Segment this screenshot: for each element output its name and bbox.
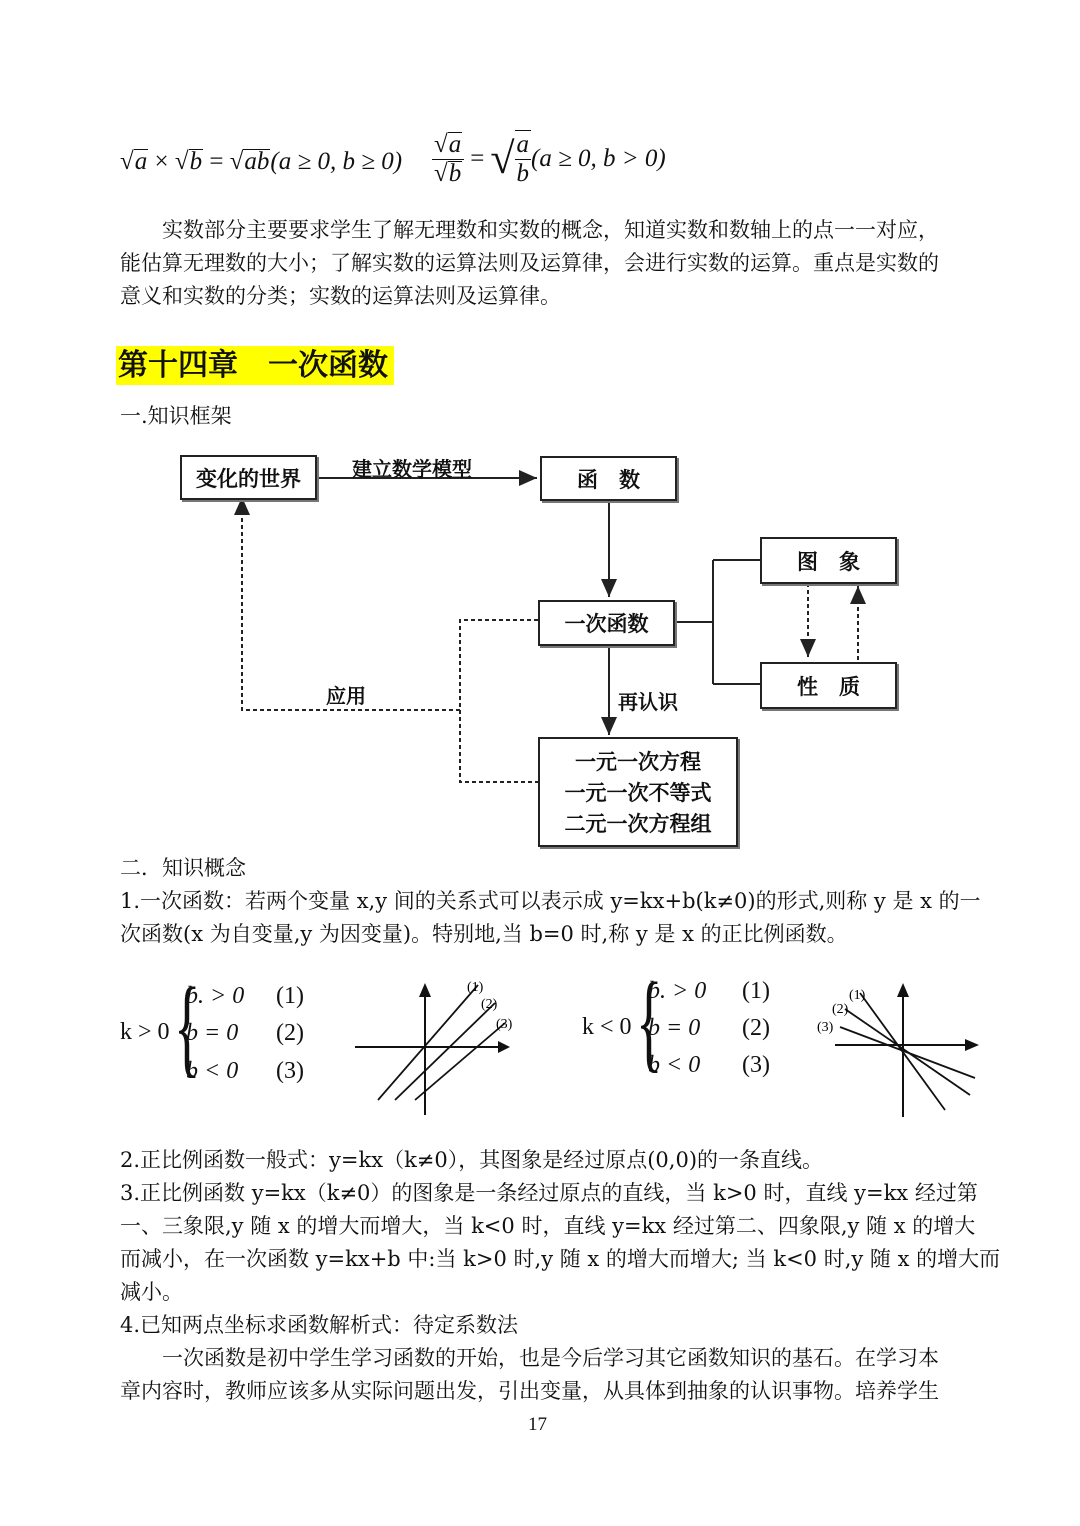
concept3-line-2: 一、三象限,y 随 x 的增大而增大，当 k<0 时，直线 y=kx 经过第二、四象限,y 随 x 的增大 bbox=[120, 1214, 976, 1238]
case-num-3: (3) bbox=[276, 1058, 304, 1084]
case-b-negative-2: b < 0 bbox=[648, 1052, 701, 1078]
concepts-block bbox=[120, 852, 981, 951]
equals-sign: = bbox=[209, 148, 224, 175]
case-num-1-2: (1) bbox=[742, 978, 770, 1004]
concept4: 4.已知两点坐标求函数解析式：待定系数法 bbox=[120, 1313, 519, 1337]
formula-condition: (a ≥ 0, b ≥ 0) bbox=[270, 148, 403, 175]
box-property: 性 质 bbox=[760, 662, 897, 709]
k-positive-label: k > 0 bbox=[120, 1019, 170, 1045]
intro-line-2: 能估算无理数的大小；了解实数的运算法则及运算律，会进行实数的运算。重点是实数的 bbox=[120, 251, 939, 275]
left-brace: { bbox=[174, 965, 201, 1087]
graph-pos-label-2: (2) bbox=[481, 997, 498, 1012]
cases-k-negative bbox=[582, 960, 782, 1090]
radicand-b: b bbox=[189, 148, 203, 175]
chapter-title: 第十四章 一次函数 bbox=[116, 346, 394, 385]
formula-sqrt-product: √a × √b = √ab(a ≥ 0, b ≥ 0) bbox=[120, 148, 403, 175]
case-b-zero-2: b = 0 bbox=[648, 1015, 701, 1041]
graph-neg-label-3: (3) bbox=[817, 1020, 834, 1035]
formula-sqrt-quotient: $\frac{√a}{√b}$ = √ $\frac{a}{b}$ (a ≥ 0, b > 0) bbox=[434, 130, 666, 187]
case-b-positive: b. > 0 bbox=[186, 983, 245, 1009]
label-application: 应用 bbox=[326, 684, 366, 708]
left-brace-2: { bbox=[636, 960, 663, 1082]
times-sign: × bbox=[154, 148, 169, 175]
eq-linear-system: 二元一次方程组 bbox=[564, 810, 712, 836]
case-num-2-2: (2) bbox=[742, 1015, 770, 1041]
box-linear-function: 一次函数 bbox=[538, 600, 675, 646]
inner-den-b: b bbox=[516, 160, 529, 187]
section-title-concepts: 二．知识概念 bbox=[120, 856, 246, 880]
box-function: 函 数 bbox=[540, 456, 677, 501]
closing-line-2: 章内容时，教师应该多从实际问题出发，引出变量，从具体到抽象的认识事物。培养学生 bbox=[120, 1379, 939, 1403]
case-num-2: (2) bbox=[276, 1020, 304, 1046]
eq-linear-inequality: 一元一次不等式 bbox=[564, 779, 712, 805]
frac-num-a: a bbox=[448, 130, 462, 158]
graph-pos-label-1: (1) bbox=[467, 980, 484, 995]
section-title-framework: 一.知识框架 bbox=[120, 404, 232, 428]
lower-concepts bbox=[120, 1144, 1001, 1408]
k-negative-label: k < 0 bbox=[582, 1014, 632, 1040]
label-reknow: 再认识 bbox=[618, 690, 678, 714]
case-b-zero: b = 0 bbox=[186, 1020, 239, 1046]
intro-line-3: 意义和实数的分类；实数的运算法则及运算律。 bbox=[120, 284, 561, 308]
concept3-line-4: 减小。 bbox=[120, 1280, 183, 1304]
label-build-model: 建立数学模型 bbox=[352, 457, 472, 481]
radicand-ab: ab bbox=[244, 148, 270, 175]
case-num-1: (1) bbox=[276, 983, 304, 1009]
eq-linear-equation: 一元一次方程 bbox=[575, 748, 701, 774]
concept2: 2.正比例函数一般式：y=kx（k≠0），其图象是经过原点(0,0)的一条直线。 bbox=[120, 1148, 824, 1172]
cases-k-positive bbox=[120, 965, 320, 1095]
radicand-a: a bbox=[134, 148, 148, 175]
case-num-3-2: (3) bbox=[742, 1052, 770, 1078]
intro-line-1: 实数部分主要要求学生了解无理数和实数的概念，知道实数和数轴上的点一一对应， bbox=[162, 218, 939, 242]
graph-k-negative bbox=[815, 975, 985, 1120]
case-b-negative: b < 0 bbox=[186, 1058, 239, 1084]
equals-sign-2: = bbox=[470, 145, 485, 172]
inner-num-a: a bbox=[516, 131, 529, 158]
concept1-line-1: 1.一次函数：若两个变量 x,y 间的关系式可以表示成 y=kx+b(k≠0)的形式,则称 y 是 x 的一 bbox=[120, 889, 981, 913]
concept1-line-2: 次函数(x 为自变量,y 为因变量)。特别地,当 b=0 时,称 y 是 x 的正比例函数。 bbox=[120, 922, 848, 946]
formula-condition-2: (a ≥ 0, b > 0) bbox=[531, 145, 666, 172]
case-b-positive-2: b. > 0 bbox=[648, 978, 707, 1004]
page-number: 17 bbox=[528, 1414, 547, 1435]
concept3-line-3: 而减小，在一次函数 y=kx+b 中:当 k>0 时,y 随 x 的增大而增大; 当 k<0 时,y 随 x 的增大而 bbox=[120, 1247, 1001, 1271]
graph-k-positive bbox=[350, 975, 530, 1120]
frac-den-b: b bbox=[448, 159, 462, 187]
graph-neg-label-2: (2) bbox=[832, 1002, 849, 1017]
concept3-line-1: 3.正比例函数 y=kx（k≠0）的图象是一条经过原点的直线，当 k>0 时，直线 y=kx 经过第 bbox=[120, 1181, 978, 1205]
box-graph: 图 象 bbox=[760, 537, 897, 584]
sqrt-fraction-left: $\frac{√a}{√b}$ bbox=[432, 131, 464, 188]
box-equations bbox=[538, 737, 738, 847]
graph-pos-label-3: (3) bbox=[496, 1017, 513, 1032]
box-changing-world: 变化的世界 bbox=[180, 455, 317, 500]
closing-line-1: 一次函数是初中学生学习函数的开始，也是今后学习其它函数知识的基石。在学习本 bbox=[162, 1346, 939, 1370]
graph-neg-label-1: (1) bbox=[849, 988, 866, 1003]
